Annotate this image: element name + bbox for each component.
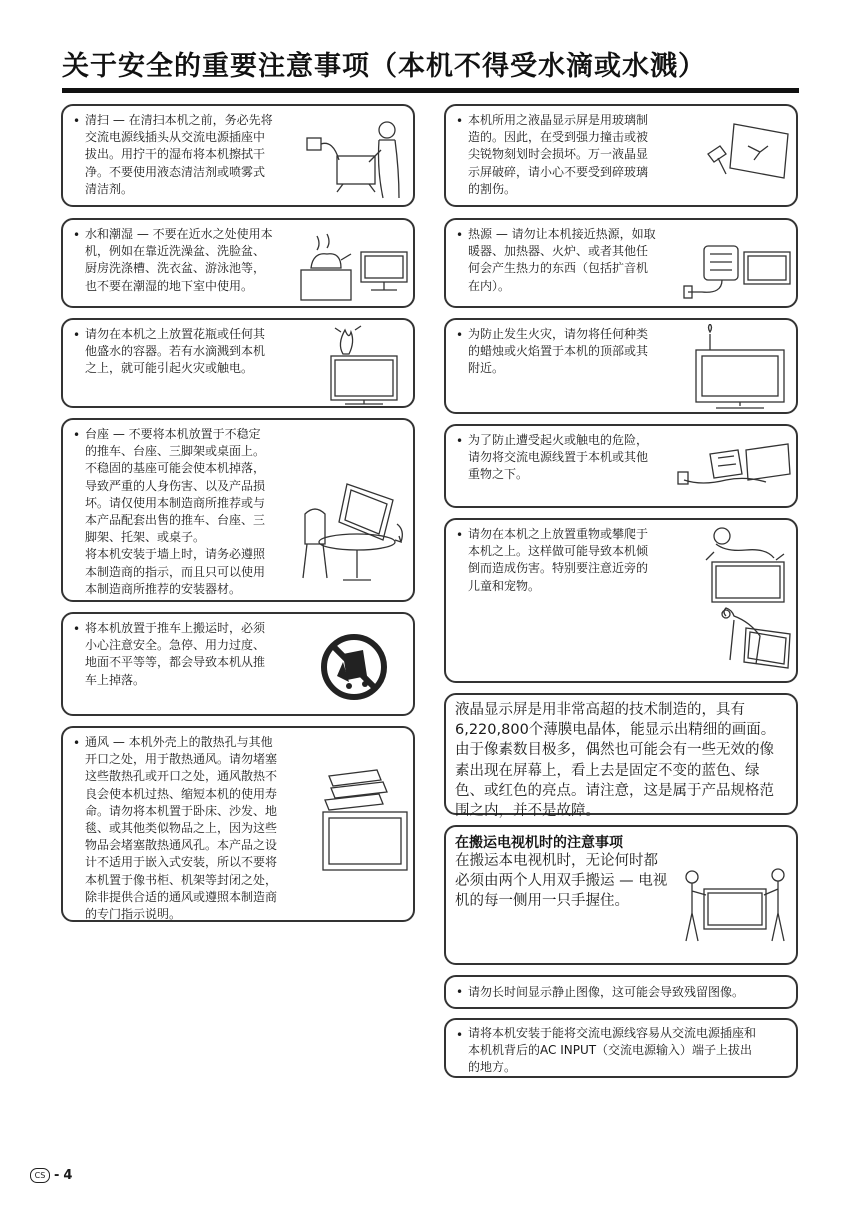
candle-on-tv-icon xyxy=(690,324,794,412)
notice-text: 通风 — 本机外壳上的散热孔与其他 开口之处，用于散热通风。请勿堵塞 这些散热孔或开口之处，通风散热不 良会使本机过热、缩短本机的使用寿 命。请勿将本机置于卧床、沙发、地 毯、或其他类似物品之上，因为这些 物品会堵塞散热通风孔。本产品之设 计不适用于嵌入式安装，所以不要将 本机置于像书柜、机架等封闭之处， 除非提供合适的通风或遵照本制造商 的专门指示说明。 xyxy=(85,735,278,922)
notice-text: 台座 — 不要将本机放置于不稳定 的推车、台座、三脚架或桌面上。 不稳固的基座可能会使本机掉落， 导致严重的人身伤害、以及产品损 坏。请仅使用本制造商所推荐或与 本产品配套出售的推车、台座、三 脚架、托架、或桌子。 将本机安装于墙上时，请务必遵照 本制造商的指示，而且只可以使用 本制造商所推荐的安装器材。 xyxy=(85,427,266,596)
notice-stand xyxy=(61,418,415,602)
notice-text: 请勿在本机之上放置花瓶或任何其 他盛水的容器。若有水滴溅到本机 之上，就可能引起火灾或触电。 xyxy=(85,327,266,376)
notice-text: 水和潮湿 — 不要在近水之处使用本 机，例如在靠近洗澡盆、洗脸盆、 厨房洗涤槽、洗衣盆、游泳池等， 也不要在潮湿的地下室中使用。 xyxy=(85,227,273,293)
notice-cord xyxy=(444,424,798,508)
page-number: 4 xyxy=(63,1168,73,1183)
kettle-sink-tv-icon xyxy=(297,228,413,302)
bullet: • xyxy=(73,428,81,442)
hammer-tv-icon xyxy=(704,116,794,196)
notice-text: 热源 — 请勿让本机接近热源，如取 暖器、加热器、火炉、或者其他任 何会产生热力的东西（包括扩音机 在内）。 xyxy=(468,227,656,293)
bullet: • xyxy=(456,528,464,542)
lcd-pixel-notice xyxy=(444,693,798,820)
bullet: • xyxy=(73,622,81,636)
notice-static-image xyxy=(444,975,798,1009)
two-people-carry-tv-icon xyxy=(680,865,792,945)
title-rule xyxy=(62,88,799,93)
notice-text: 请勿在本机之上放置重物或攀爬于 本机之上。这样做可能导致本机倾 倒而造成伤害。特别要注意近旁的 儿童和宠物。 xyxy=(468,527,649,593)
lcd-pixel-text: 液晶显示屏是用非常高超的技术制造的，具有 6,220,800个薄膜电晶体，能显示出精细的画面。 由于像素数目极多，偶然也可能会有一些无效的像 素出现在屏幕上，看上去是固定不变的蓝色、绿 色、或红色的亮点。请注意，这是属于产品规格范 围之内，并不是故障。 xyxy=(455,702,776,820)
notice-text: 为防止发生火灾，请勿将任何种类 的蜡烛或火焰置于本机的顶部或其 附近。 xyxy=(468,327,649,376)
cart-warning-icon xyxy=(319,632,389,702)
page-title: 关于安全的重要注意事项（本机不得受水滴或水溅） xyxy=(62,51,706,82)
language-badge: CS xyxy=(30,1168,50,1183)
cord-under-heater-icon xyxy=(676,440,794,504)
notice-ac-input xyxy=(444,1018,798,1078)
notice-heat xyxy=(444,218,798,308)
notice-cart xyxy=(61,612,415,716)
heater-tv-icon xyxy=(682,234,794,304)
carry-heading: 在搬运电视机时的注意事项 xyxy=(455,835,623,851)
notice-text: 为了防止遭受起火或触电的危险， 请勿将交流电源线置于本机或其他 重物之下。 xyxy=(468,433,649,482)
carry-notice xyxy=(444,825,798,965)
bullet: • xyxy=(73,736,81,750)
vase-on-tv-icon xyxy=(321,324,411,408)
bullet: • xyxy=(456,434,464,448)
bullet: • xyxy=(73,228,81,242)
notice-cleaning xyxy=(61,104,415,207)
child-dog-tv-icon xyxy=(686,524,794,680)
cleaning-woman-icon xyxy=(299,110,411,202)
notice-vase xyxy=(61,318,415,408)
tv-falling-table-icon xyxy=(297,474,411,586)
bullet: • xyxy=(456,114,464,128)
carry-text: 在搬运本电视机时，无论何时都 必须由两个人用双手搬运 — 电视 机的每一侧用一只手握住。 xyxy=(455,853,668,910)
notice-climb xyxy=(444,518,798,683)
bullet: • xyxy=(73,328,81,342)
bullet: • xyxy=(73,114,81,128)
bullet: • xyxy=(456,1028,464,1042)
bullet: • xyxy=(456,328,464,342)
notice-text: 清扫 — 在清扫本机之前，务必先将 交流电源线插头从交流电源插座中 拔出。用拧干的湿布将本机擦拭干 净。不要使用液态清洁剂或喷雾式 清洁剂。 xyxy=(85,113,273,196)
notice-text: 将本机放置于推车上搬运时，必须 小心注意安全。急停、用力过度、 地面不平等等，都会导致本机从推 车上掉落。 xyxy=(85,621,266,687)
page-footer xyxy=(30,1168,72,1183)
footer-separator: - xyxy=(54,1168,60,1183)
tv-covered-books-icon xyxy=(317,768,411,876)
notice-text: 请勿长时间显示静止图像，这可能会导致残留图像。 xyxy=(468,985,745,999)
notice-glass xyxy=(444,104,798,207)
notice-candle xyxy=(444,318,798,414)
bullet: • xyxy=(456,985,464,999)
notice-ventilation xyxy=(61,726,415,922)
notice-water xyxy=(61,218,415,308)
notice-text: 请将本机安装于能将交流电源线容易从交流电源插座和 本机机背后的AC INPUT（交流电源输入）端子上拔出 的地方。 xyxy=(468,1026,757,1075)
notice-text: 本机所用之液晶显示屏是用玻璃制 造的。因此，在受到强力撞击或被 尖锐物刻划时会损坏。万一液晶显 示屏破碎，请小心不要受到碎玻璃 的割伤。 xyxy=(468,113,649,196)
bullet: • xyxy=(456,228,464,242)
